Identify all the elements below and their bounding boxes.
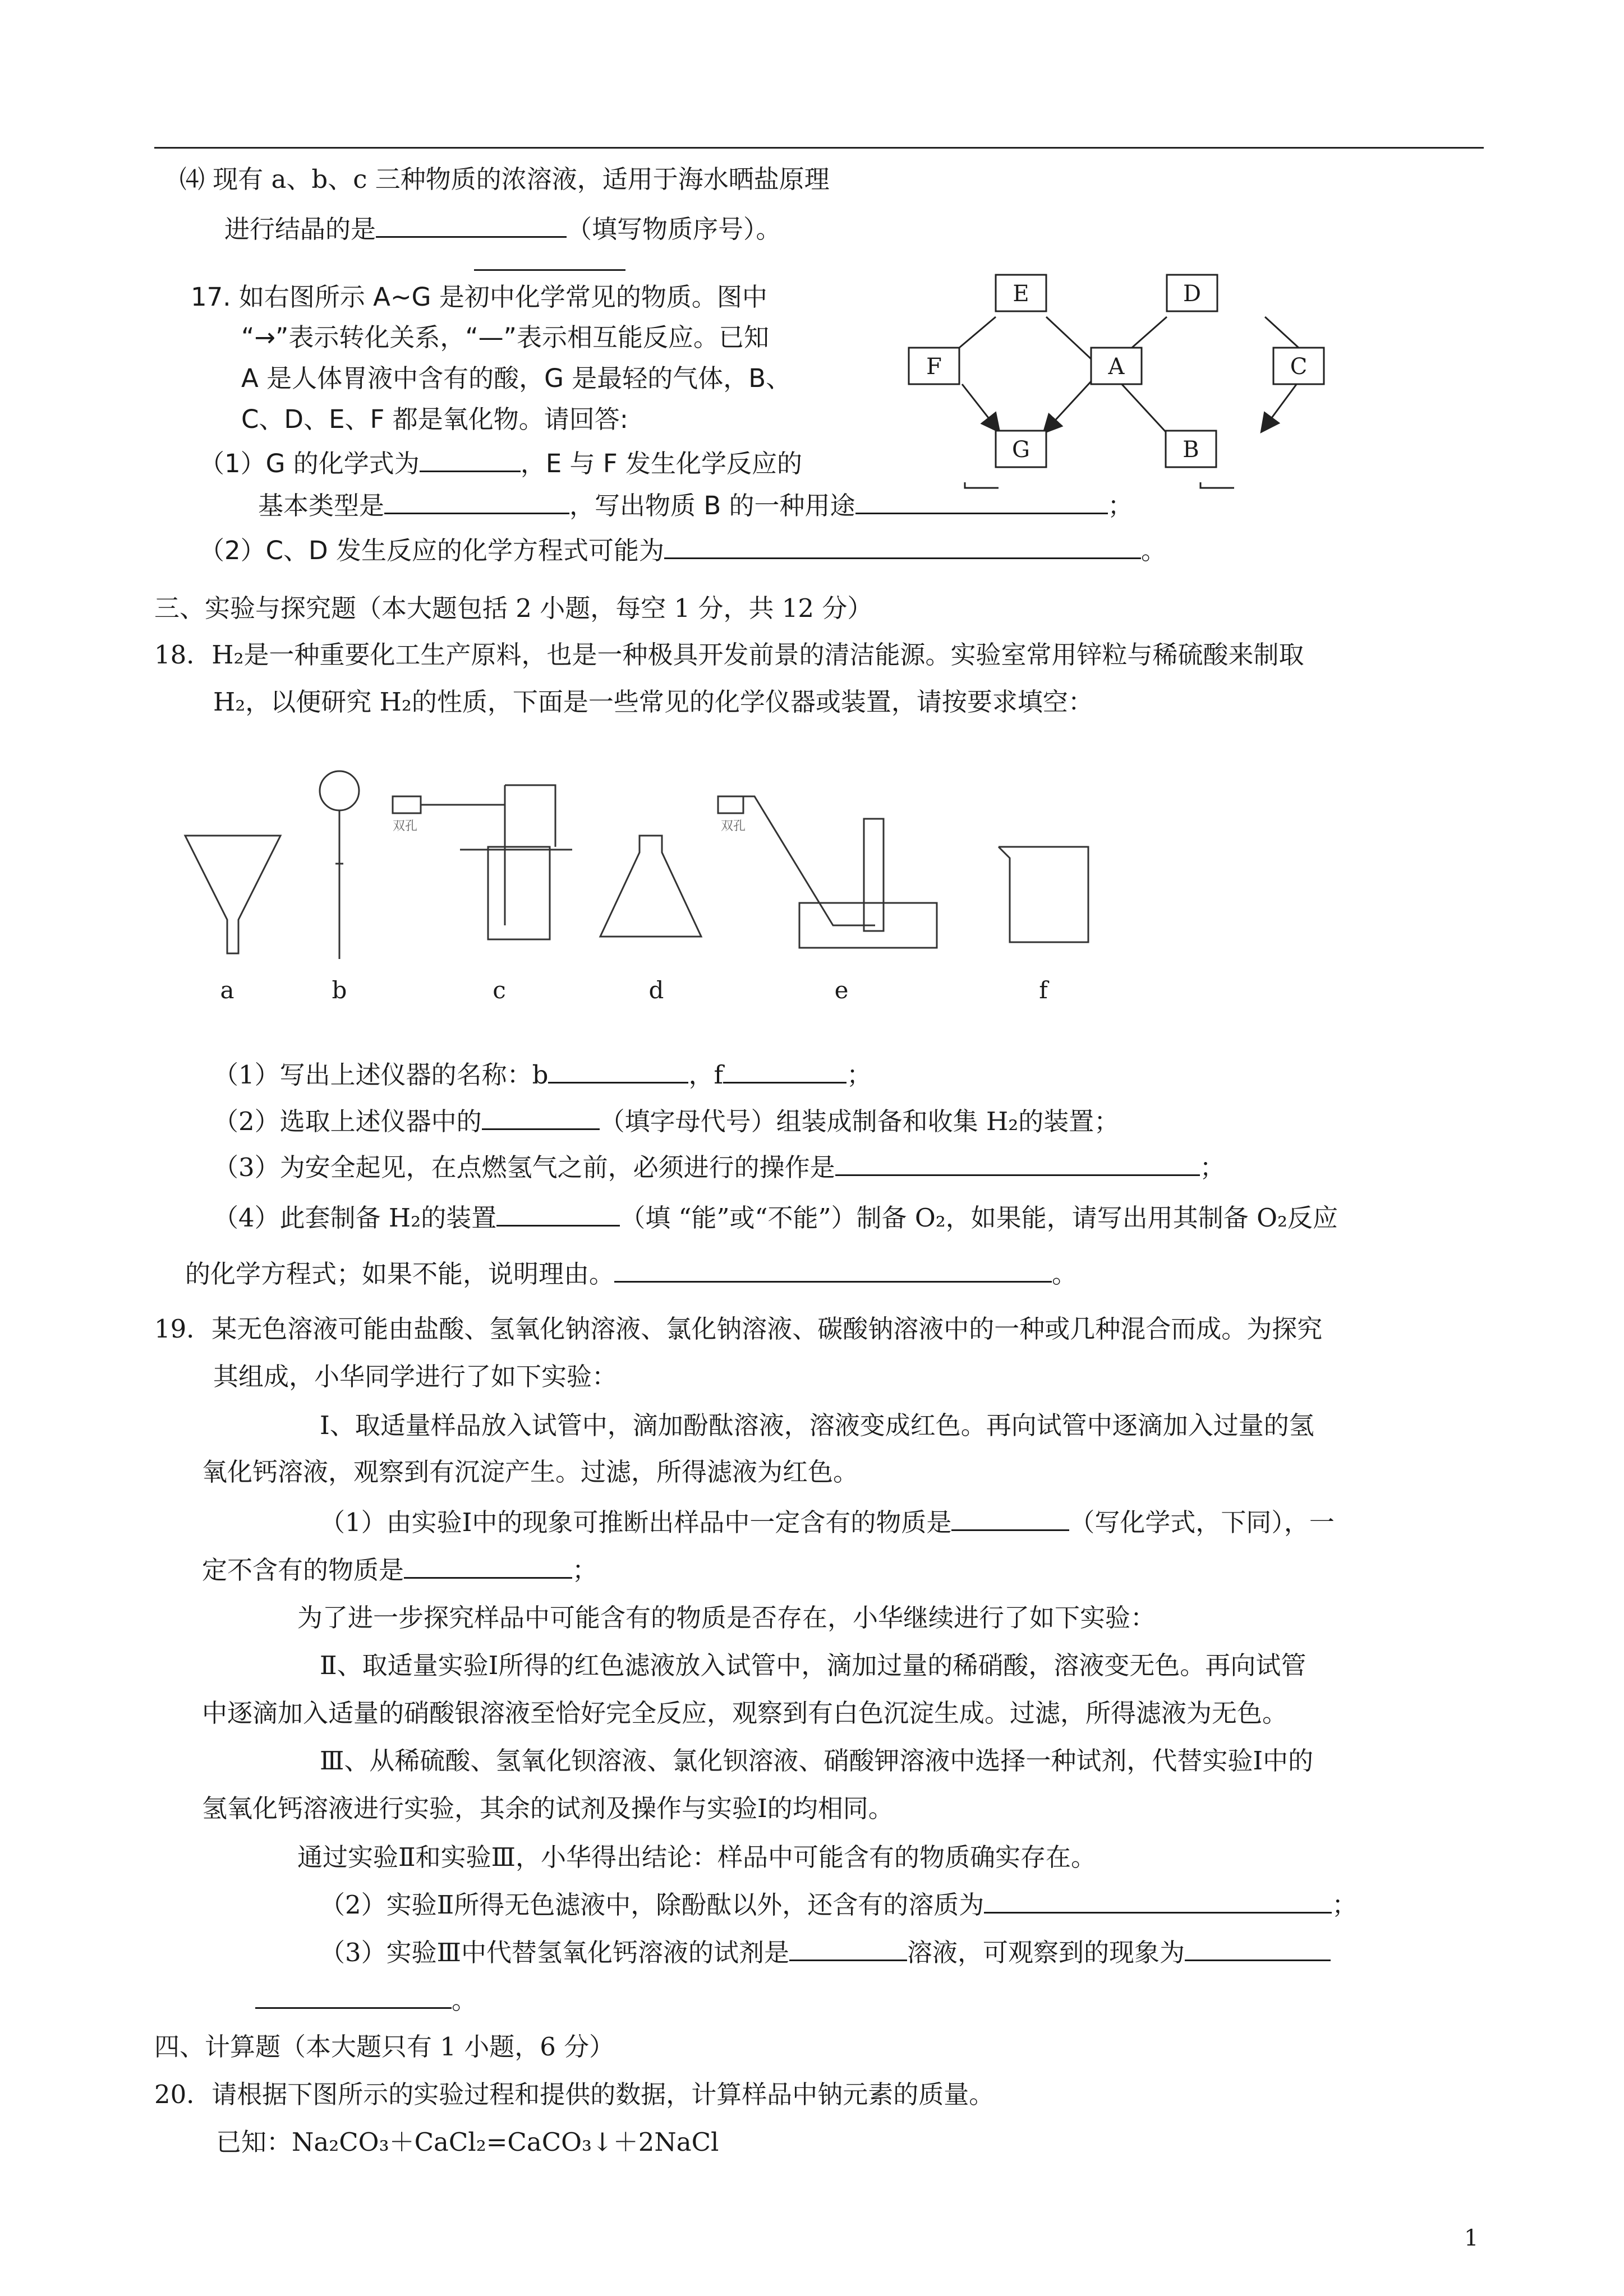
label-e: e — [834, 976, 849, 1004]
answer-blank[interactable] — [835, 1150, 1200, 1176]
q18-sub2: （2）选取上述仪器中的 （填字母代号）组装成制备和收集 H₂的装置； — [213, 1104, 1119, 1138]
answer-blank[interactable] — [255, 1983, 452, 2009]
q19-further: 为了进一步探究样品中可能含有的物质是否存在，小华继续进行了如下实验： — [297, 1603, 1156, 1633]
header-rule — [154, 147, 1484, 149]
q17-line2: “→”表示转化关系，“—”表示相互能反应。已知 — [241, 322, 769, 352]
conical-flask-icon — [600, 836, 701, 937]
q18-sub1: （1）写出上述仪器的名称：b ，f ； — [213, 1057, 872, 1092]
answer-blank[interactable] — [404, 1552, 572, 1579]
node-f: F — [926, 354, 942, 380]
beaker-icon — [999, 847, 1088, 942]
q17-line1: 17. 如右图所示 A~G 是初中化学常见的物质。图中 — [191, 282, 767, 312]
answer-blank[interactable] — [723, 1057, 846, 1084]
q18-sub4-line1: （4）此套制备 H₂的装置 （填 “能”或“不能”）制备 O₂，如果能，请写出用其制备 O₂反应 — [213, 1200, 1338, 1235]
q20-line1: 20．请根据下图所示的实验过程和提供的数据，计算样品中钠元素的质量。 — [154, 2080, 995, 2109]
answer-blank[interactable] — [548, 1057, 688, 1084]
page-number: 1 — [1464, 2225, 1479, 2251]
gas-bottle-icon — [488, 847, 550, 939]
q17-sub2: （2）C、D 发生反应的化学方程式可能为 。 — [199, 533, 1166, 568]
node-e: E — [1013, 281, 1029, 307]
stopper-icon — [393, 796, 421, 813]
collecting-tube-icon — [864, 819, 884, 931]
q19-line1: 19．某无色溶液可能由盐酸、氢氧化钠溶液、氯化钠溶液、碳酸钠溶液中的一种或几种混合而成。为探究 — [154, 1314, 1323, 1344]
answer-blank[interactable] — [420, 446, 521, 472]
node-b: B — [1183, 437, 1199, 463]
answer-blank[interactable] — [496, 1200, 620, 1227]
answer-blank[interactable] — [789, 1935, 907, 1961]
separatory-funnel-icon — [320, 771, 359, 810]
q19-exp1-line1: Ⅰ、取适量样品放入试管中，滴加酚酞溶液，溶液变成红色。再向试管中逐滴加入过量的氢 — [320, 1410, 1314, 1440]
node-c: C — [1290, 354, 1308, 380]
label-d: d — [648, 976, 664, 1004]
q16-part4-line1: ⑷ 现有 a、b、c 三种物质的浓溶液，适用于海水晒盐原理 — [180, 164, 830, 194]
underline-mark — [474, 269, 625, 271]
q19-exp3-line1: Ⅲ、从稀硫酸、氢氧化钡溶液、氯化钡溶液、硝酸钾溶液中选择一种试剂，代替实验Ⅰ中的 — [320, 1746, 1314, 1776]
node-a: A — [1108, 354, 1125, 380]
q19-line2: 其组成，小华同学进行了如下实验： — [213, 1362, 618, 1391]
q19-sub1-line2: 定不含有的物质是 ； — [202, 1552, 597, 1587]
q19-exp3-line2: 氢氧化钙溶液进行实验，其余的试剂及操作与实验Ⅰ的均相同。 — [202, 1794, 894, 1823]
q16-part4-line2: 进行结晶的是 （填写物质序号）。 — [224, 211, 781, 246]
q17-sub1-line1: （1）G 的化学式为 ，E 与 F 发生化学反应的 — [199, 446, 802, 481]
node-g: G — [1012, 437, 1030, 463]
q19-sub3: （3）实验Ⅲ中代替氢氧化钙溶液的试剂是 溶液，可观察到的现象为 — [320, 1935, 1331, 1970]
answer-blank[interactable] — [984, 1887, 1332, 1914]
q19-sub1-line1: （1）由实验Ⅰ中的现象可推断出样品中一定含有的物质是 （写化学式，下同），一 — [320, 1505, 1335, 1539]
q17-line3: A 是人体胃液中含有的酸，G 是最轻的气体，B、 — [241, 363, 792, 393]
q19-exp2-line2: 中逐滴加入适量的硝酸银溶液至恰好完全反应，观察到有白色沉淀生成。过滤，所得滤液为无色。 — [202, 1698, 1288, 1728]
q19-exp2-line1: Ⅱ、取适量实验Ⅰ所得的红色滤液放入试管中，滴加过量的稀硝酸，溶液变无色。再向试管 — [320, 1650, 1306, 1680]
answer-blank[interactable] — [951, 1505, 1069, 1531]
section-4-title: 四、计算题（本大题只有 1 小题，6 分） — [154, 2032, 615, 2062]
answer-blank[interactable] — [482, 1104, 600, 1130]
q17-sub1-line2: 基本类型是 ，写出物质 B 的一种用途 ； — [258, 488, 1133, 523]
q19-exp1-line2: 氧化钙溶液，观察到有沉淀产生。过滤，所得滤液为红色。 — [202, 1457, 859, 1487]
section-3-title: 三、实验与探究题（本大题包括 2 小题，每空 1 分，共 12 分） — [154, 593, 873, 623]
q18-sub4-line2: 的化学方程式；如果不能，说明理由。 。 — [185, 1256, 1077, 1291]
stopper-text-2: 双孔 — [721, 819, 746, 833]
label-c: c — [493, 976, 506, 1004]
q19-sub3-continuation: 。 — [255, 1983, 477, 2017]
q19-sub2: （2）实验Ⅱ所得无色滤液中，除酚酞以外，还含有的溶质为 ； — [320, 1887, 1357, 1922]
answer-blank[interactable] — [384, 488, 569, 514]
stopper-icon-2 — [718, 796, 743, 813]
answer-blank[interactable] — [614, 1256, 1052, 1283]
q18-sub3: （3）为安全起见，在点燃氢气之前，必须进行的操作是 ； — [213, 1150, 1225, 1184]
label-b: b — [332, 976, 347, 1004]
answer-blank[interactable] — [376, 211, 567, 238]
answer-blank[interactable] — [1185, 1935, 1331, 1961]
stopper-text: 双孔 — [393, 819, 418, 833]
q18-apparatus-figure — [168, 763, 1122, 1015]
label-a: a — [220, 976, 234, 1004]
node-d: D — [1183, 281, 1202, 307]
q19-conclusion: 通过实验Ⅱ和实验Ⅲ，小华得出结论：样品中可能含有的物质确实存在。 — [297, 1842, 1096, 1872]
q18-line1: 18．H₂是一种重要化工生产原料，也是一种极具开发前景的清洁能源。实验室常用锌粒与稀硫酸来制取 — [154, 640, 1304, 670]
label-f: f — [1039, 976, 1048, 1004]
funnel-icon — [185, 836, 280, 953]
q18-line2: H₂，以便研究 H₂的性质，下面是一些常见的化学仪器或装置，请按要求填空： — [213, 687, 1093, 717]
q17-line4: C、D、E、F 都是氧化物。请回答: — [241, 404, 628, 434]
q17-relationship-diagram — [898, 264, 1358, 499]
q20-known-equation: 已知：Na₂CO₃＋CaCl₂=CaCO₃↓＋2NaCl — [216, 2127, 719, 2157]
answer-blank[interactable] — [664, 533, 1141, 559]
